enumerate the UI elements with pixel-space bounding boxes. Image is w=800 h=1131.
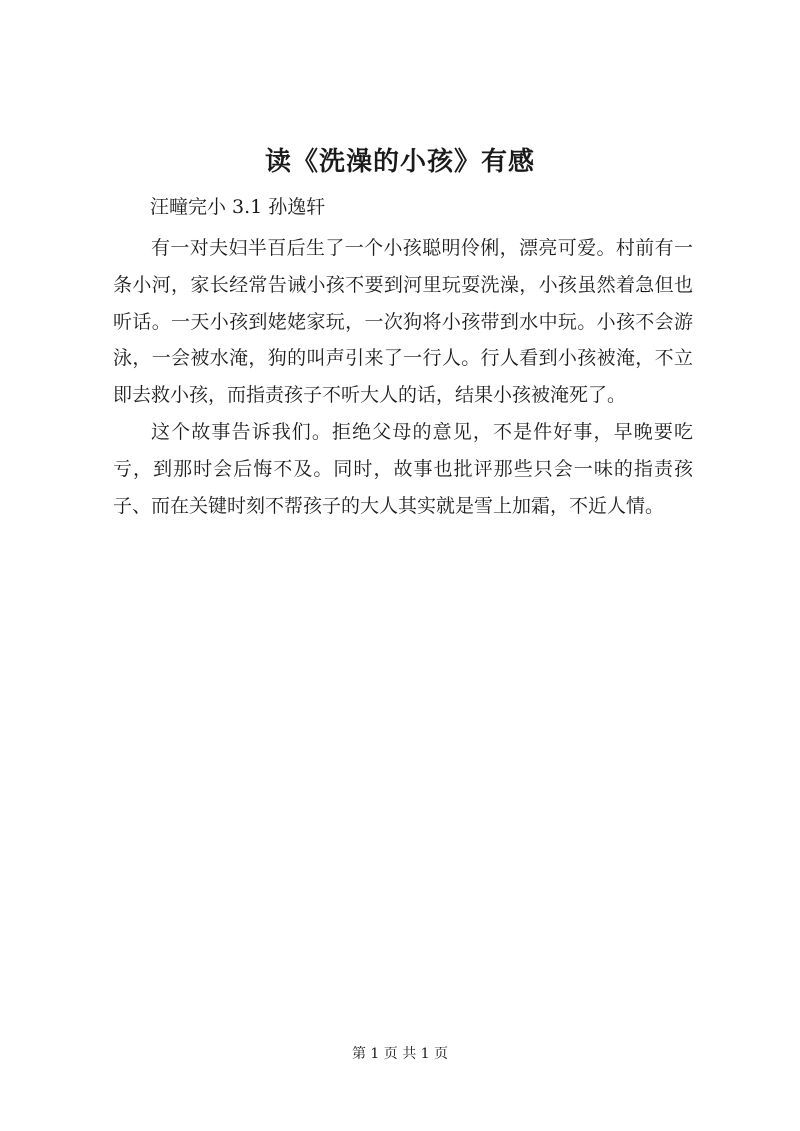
paragraph-2: 这个故事告诉我们。拒绝父母的意见，不是件好事，早晚要吃亏，到那时会后悔不及。同时，故事也批评那些只会一味的指责孩子、而在关键时刻不帮孩子的大人其实就是雪上加霜，不近人情。 bbox=[113, 420, 693, 517]
paragraph-1: 有一对夫妇半百后生了一个小孩聪明伶俐，漂亮可爱。村前有一条小河，家长经常告诫小孩不要到河里玩耍洗澡，小孩虽然着急但也听话。一天小孩到姥姥家玩，一次狗将小孩带到水中玩。小孩不会游泳，一会被水淹，狗的叫声引来了一行人。行人看到小孩被淹，不立即去救小孩，而指责孩子不听大人的话，结果小孩被淹死了。 bbox=[113, 237, 693, 407]
author-line: 汪疃完小 3.1 孙逸轩 bbox=[150, 196, 326, 218]
document-body bbox=[113, 230, 693, 524]
document-title: 读《洗澡的小孩》有感 bbox=[264, 147, 535, 177]
page-footer: 第 1 页 共 1 页 bbox=[351, 1046, 449, 1062]
